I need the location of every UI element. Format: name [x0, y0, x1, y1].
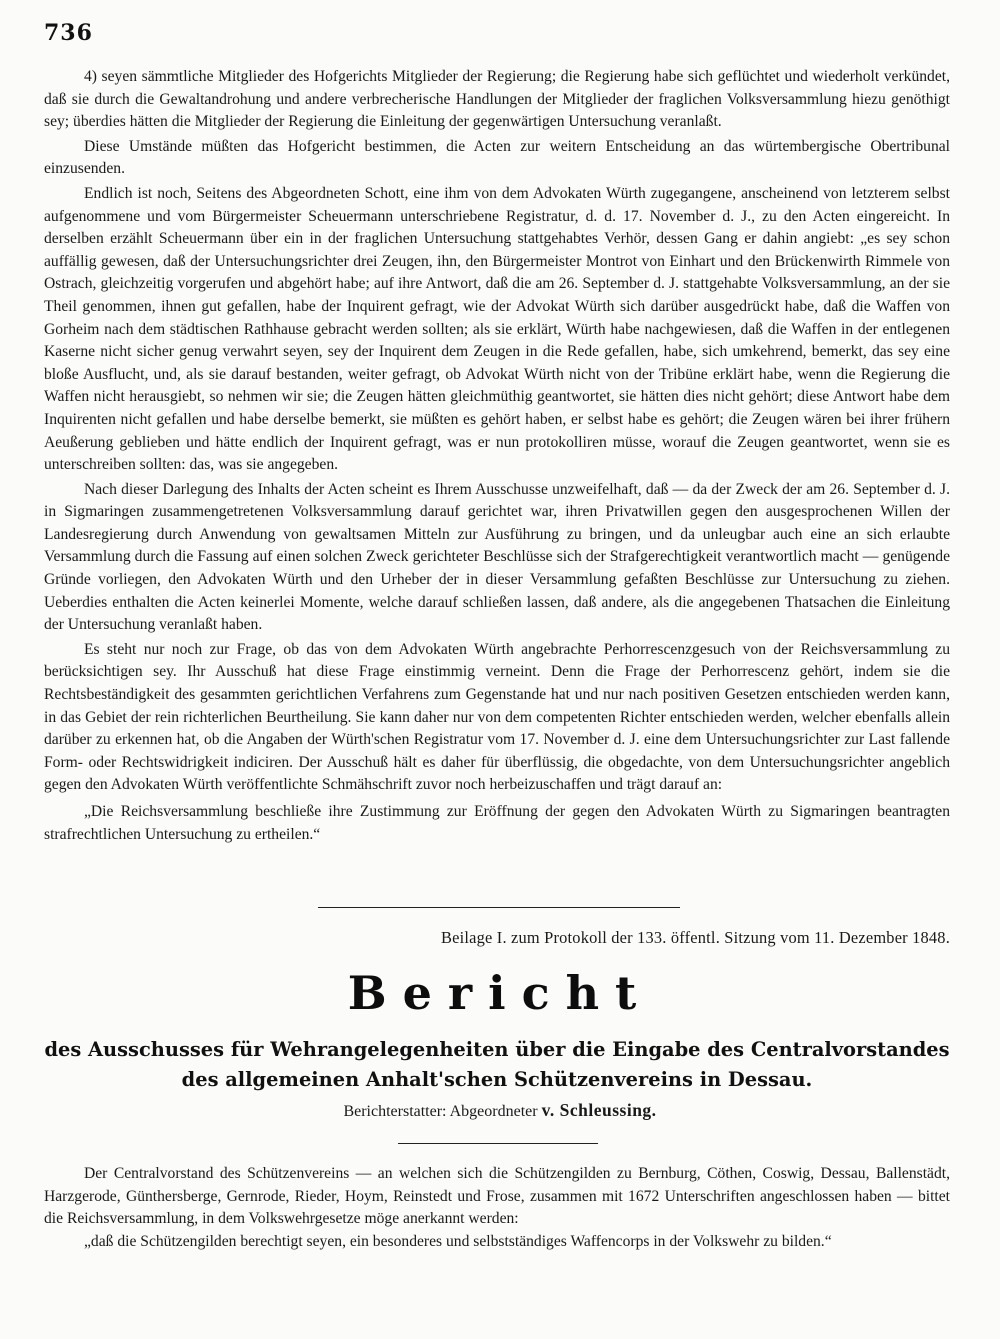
reporter-label: Berichterstatter: Abgeordneter — [343, 1103, 538, 1120]
report-text — [44, 1163, 950, 1253]
paragraph-5: Es steht nur noch zur Frage, ob das von dem Advokaten Würth angebrachte Perhorrescenzgesuch von der Reichsversammlung zu berücksichtigen sey. Ihr Ausschuß hat diese Frage einstimmig verneint. Denn die Frage der Perhorrescenz gehört, indem sie die Rechtsbeständigkeit des gesammten gerichtlichen Verfahrens zum Gegenstande hat und nur nach positiven Gesetzen entschieden werden kann, in das Gebiet der rein richterlichen Beurtheilung. Sie kann daher nur von dem competenten Richter entschieden werden, welcher ebenfalls allein darüber zu erkennen hat, ob die Angaben der Würth'schen Registratur vom 17. November d. J. eine dem Untersuchungsrichter zur Last fallende Form- oder Rechtswidrigkeit indiciren. Der Ausschuß hält es daher für überflüssig, die obgedachte, von dem Untersuchungsrichter angeblich gegen den Advokaten Würth veröffentlichte Schmähschrift zuvor noch herbeizuschaffen und trägt darauf an: — [44, 640, 950, 794]
paragraph-3: Endlich ist noch, Seitens des Abgeordneten Schott, eine ihm von dem Advokaten Würth zugegangene, anscheinend von letzterem selbst aufgenommene und vom Bürgermeister Scheuermann unterschriebene Registratur, d. d. 17. November d. J., zu den Acten eingereicht. In derselben erzählt Scheuermann über ein in der fraglichen Untersuchung stattgehabtes Verhör, dessen Gang er dahin angiebt: „es sey schon auffällig gewesen, daß der Untersuchungsrichter drei Zeugen, ihn, den Bürgermeister Montrot von Einhart und den Brückenwirth Rimmele von Ostrach, gleichzeitig vorgerufen und abgehört habe; auf ihre Antwort, daß die am 26. September d. J. stattgehabte Volksversammlung, an der sie Theil genommen, ihnen gut gefallen, habe der Inquirent gefragt, wie der Advokat Würth sich darüber ausgedrückt habe, daß die Waffen von Gorheim nach dem städtischen Rathhause gebracht werden sollten; als sie erklärt, Würth habe nachgewiesen, daß die Waffen in der entlegenen Kaserne nicht sicher genug verwahrt seyen, sey der Inquirent dem Zeugen in die Rede gefallen, habe, sich umkehrend, bemerkt, das sey eine bloße Ausflucht, und, als sie darauf bestanden, weiter gefragt, ob Advokat Würth nicht von der Tribüne erklärt habe, wenn die Regierung die Waffen nicht herausgiebt, so nehmen wir sie; die Zeugen hätten gleichmüthig geantwortet, sie hätten dies nicht gehört; diese Antwort habe dem Inquirenten nicht gefallen und habe derselbe bemerkt, sie müßten es gehört haben, er selbst habe es gehört; die Zeugen wären bei ihrer frühern Aeußerung geblieben und hätte endlich der Inquirent gefragt, was er nun protokolliren müsse, worauf die Zeugen geantwortet, wenn sie es unterschreiben sollten: das, was sie angegeben. — [44, 184, 950, 474]
section-divider — [318, 907, 680, 908]
paragraph-2: Diese Umstände müßten das Hofgericht bestimmen, die Acten zur weitern Entscheidung an das würtembergische Obertribunal einzusenden. — [44, 137, 950, 178]
report-paragraph-2-petition: „daß die Schützengilden berechtigt seyen, ein besonderes und selbstständiges Waffencorps in der Volkswehr zu bilden.“ — [84, 1232, 832, 1250]
reporter-line — [0, 1100, 1000, 1121]
report-subtitle: des Ausschusses für Wehrangelegenheiten über die Eingabe des Centralvorstandes des allgemeinen Anhalt'schen Schützenvereins in Dessau. — [44, 1038, 950, 1091]
paragraph-4: Nach dieser Darlegung des Inhalts der Acten scheint es Ihrem Ausschusse unzweifelhaft, daß — da der Zweck der am 26. September d. J. in Sigmaringen zusammengetretenen Volksversammlung darauf gerichtet war, ihren Privatwillen gegen den ausgesprochenen Willen der Landesregierung durch Anwendung von gewaltsamen Mitteln zur Ausführung zu bringen, und da unleugbar auch eine an sich erlaubte Versammlung durch die Fassung auf einen solchen Zweck gerichteter Beschlüsse sich der Strafgerechtigkeit verantwortlich macht — genügende Gründe vorliegen, den Advokaten Würth und den Urheber der in dieser Versammlung gefaßten Beschlüsse zur Untersuchung zu ziehen. Ueberdies enthalten die Acten keinerlei Momente, welche darauf schließen lassen, daß andere, als die angegebenen Thatsachen die Einleitung der Untersuchung veranlaßt haben. — [44, 480, 950, 634]
protocol-text — [44, 66, 950, 848]
reporter-name: v. Schleussing. — [541, 1100, 657, 1120]
report-title: Bericht — [347, 966, 653, 1020]
paragraph-6-resolution: „Die Reichsversammlung beschließe ihre Zustimmung zur Eröffnung der gegen den Advokaten Würth zu Sigmaringen beantragten strafrechtlichen Untersuchung zu ertheilen.“ — [44, 803, 950, 843]
page-number: 736 — [44, 20, 93, 46]
reporter-divider — [398, 1143, 598, 1144]
report-paragraph-1: Der Centralvorstand des Schützenvereins — an welchen sich die Schützengilden zu Bernburg, Cöthen, Coswig, Dessau, Ballenstädt, Harzgerode, Günthersberge, Gernrode, Rieder, Hoym, Reinstedt und Frose, zusammen mit 1672 Unterschriften angeschlossen haben — bittet die Reichsversammlung, in dem Volkswehrgesetze möge anerkannt werden: — [44, 1165, 950, 1228]
appendix-heading: Beilage I. zum Protokoll der 133. öffentl. Sitzung vom 11. Dezember 1848. — [441, 928, 950, 947]
paragraph-1: 4) seyen sämmtliche Mitglieder des Hofgerichts Mitglieder der Regierung; die Regierung habe sich geflüchtet und wiederholt verkündet, daß sie durch die Gewaltandrohung und andere verbrecherische Handlungen der Mitglieder der fraglichen Volksversammlung hiezu genöthigt sey; überdies hätten die Mitglieder der Regierung die Einleitung der gegenwärtigen Untersuchung veranlaßt. — [44, 68, 950, 131]
